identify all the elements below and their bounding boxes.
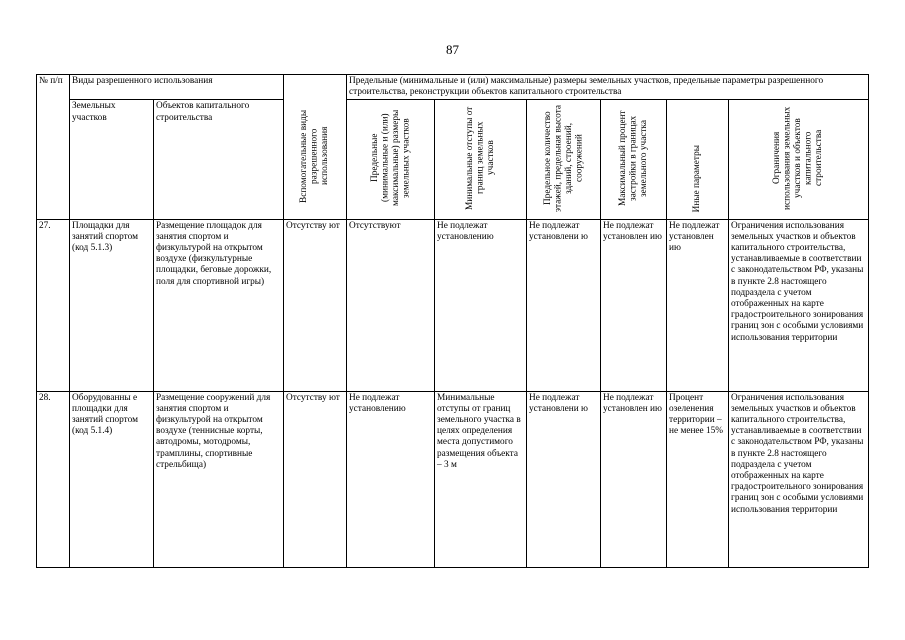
row-setbacks: Минимальные отступы от границ земельного участка в целях определения места допустимого размещения объекта – 3 м [435, 391, 527, 567]
row-floors: Не подлежат установлени ю [527, 391, 601, 567]
header-restrictions [729, 100, 869, 219]
row-other-params: Процент озеленения территории – не менее 15% [667, 391, 729, 567]
header-max-floors [527, 100, 601, 219]
header-auxiliary-uses [284, 75, 347, 220]
header-plot-sizes-text: Предельные (минимальные и (или) максимальные) размеры земельных участков [369, 110, 412, 207]
row-auxiliary: Отсутству ют [284, 391, 347, 567]
row-plot-sizes: Не подлежат установлению [347, 391, 435, 567]
row-capital-objects: Размещение сооружений для занятия спортом и физкультурой на открытом воздухе (теннисные корты, автодромы, мотодромы, трамплины, спортивные стрельбища) [154, 391, 284, 567]
row-num: 28. [37, 391, 70, 567]
row-coverage: Не подлежат установлен ию [601, 219, 667, 391]
header-min-setbacks-text: Минимальные отступы от границ земельных участков [464, 106, 496, 211]
header-other-params-text: Иные параметры [692, 145, 703, 213]
header-permitted-use-types: Виды разрешенного использования [70, 75, 284, 100]
row-restrictions: Ограничения использования земельных участков и объектов капитального строительства, устанавливаемые в соответствии с законодательством РФ, указаны в пункте 2.8 настоящего подраздела с учетом отображенных на карте градостроительного зонирования границ зон с особыми условиями использования территории [729, 219, 869, 391]
row-auxiliary: Отсутству ют [284, 219, 347, 391]
header-max-coverage [601, 100, 667, 219]
header-num: № п/п [37, 75, 70, 220]
header-plot-sizes [347, 100, 435, 219]
header-max-floors-text: Предельное количество этажей, предельная высота зданий, строений, сооружений [542, 104, 585, 212]
table-row [37, 391, 869, 567]
zoning-regulations-table [36, 74, 869, 568]
row-restrictions: Ограничения использования земельных участков и объектов капитального строительства, устанавливаемые в соответствии с законодательством РФ, указаны в пункте 2.8 настоящего подраздела с учетом отображенных на карте градостроительного зонирования границ зон с особыми условиями использования территории [729, 391, 869, 567]
page-number: 87 [446, 42, 459, 57]
header-limit-parameters: Предельные (минимальные и (или) максимальные) размеры земельных участков, предельные параметры разрешенного строительства, реконструкции объектов капитального строительства [347, 75, 869, 100]
header-min-setbacks [435, 100, 527, 219]
row-plot-sizes: Отсутствуют [347, 219, 435, 391]
header-restrictions-text: Ограничения использования земельных участков и объектов капитального строительства [772, 106, 825, 211]
header-auxiliary-uses-text: Вспомогательные виды разрешенного использования [299, 109, 331, 203]
row-coverage: Не подлежат установлен ию [601, 391, 667, 567]
row-land-use: Оборудованны е площадки для занятий спортом (код 5.1.4) [70, 391, 154, 567]
header-other-params [667, 100, 729, 219]
row-floors: Не подлежат установлени ю [527, 219, 601, 391]
table-row [37, 219, 869, 391]
row-other-params: Не подлежат установлен ию [667, 219, 729, 391]
header-max-coverage-text: Максимальный процент застройки в границах земельного участка [617, 110, 649, 207]
header-land-plots: Земельных участков [70, 100, 154, 219]
row-land-use: Площадки для занятий спортом (код 5.1.3) [70, 219, 154, 391]
header-capital-objects: Объектов капитального строительства [154, 100, 284, 219]
row-num: 27. [37, 219, 70, 391]
row-capital-objects: Размещение площадок для занятия спортом и физкультурой на открытом воздухе (физкультурные площадки, беговые дорожки, поля для спортивной игры) [154, 219, 284, 391]
row-setbacks: Не подлежат установлению [435, 219, 527, 391]
